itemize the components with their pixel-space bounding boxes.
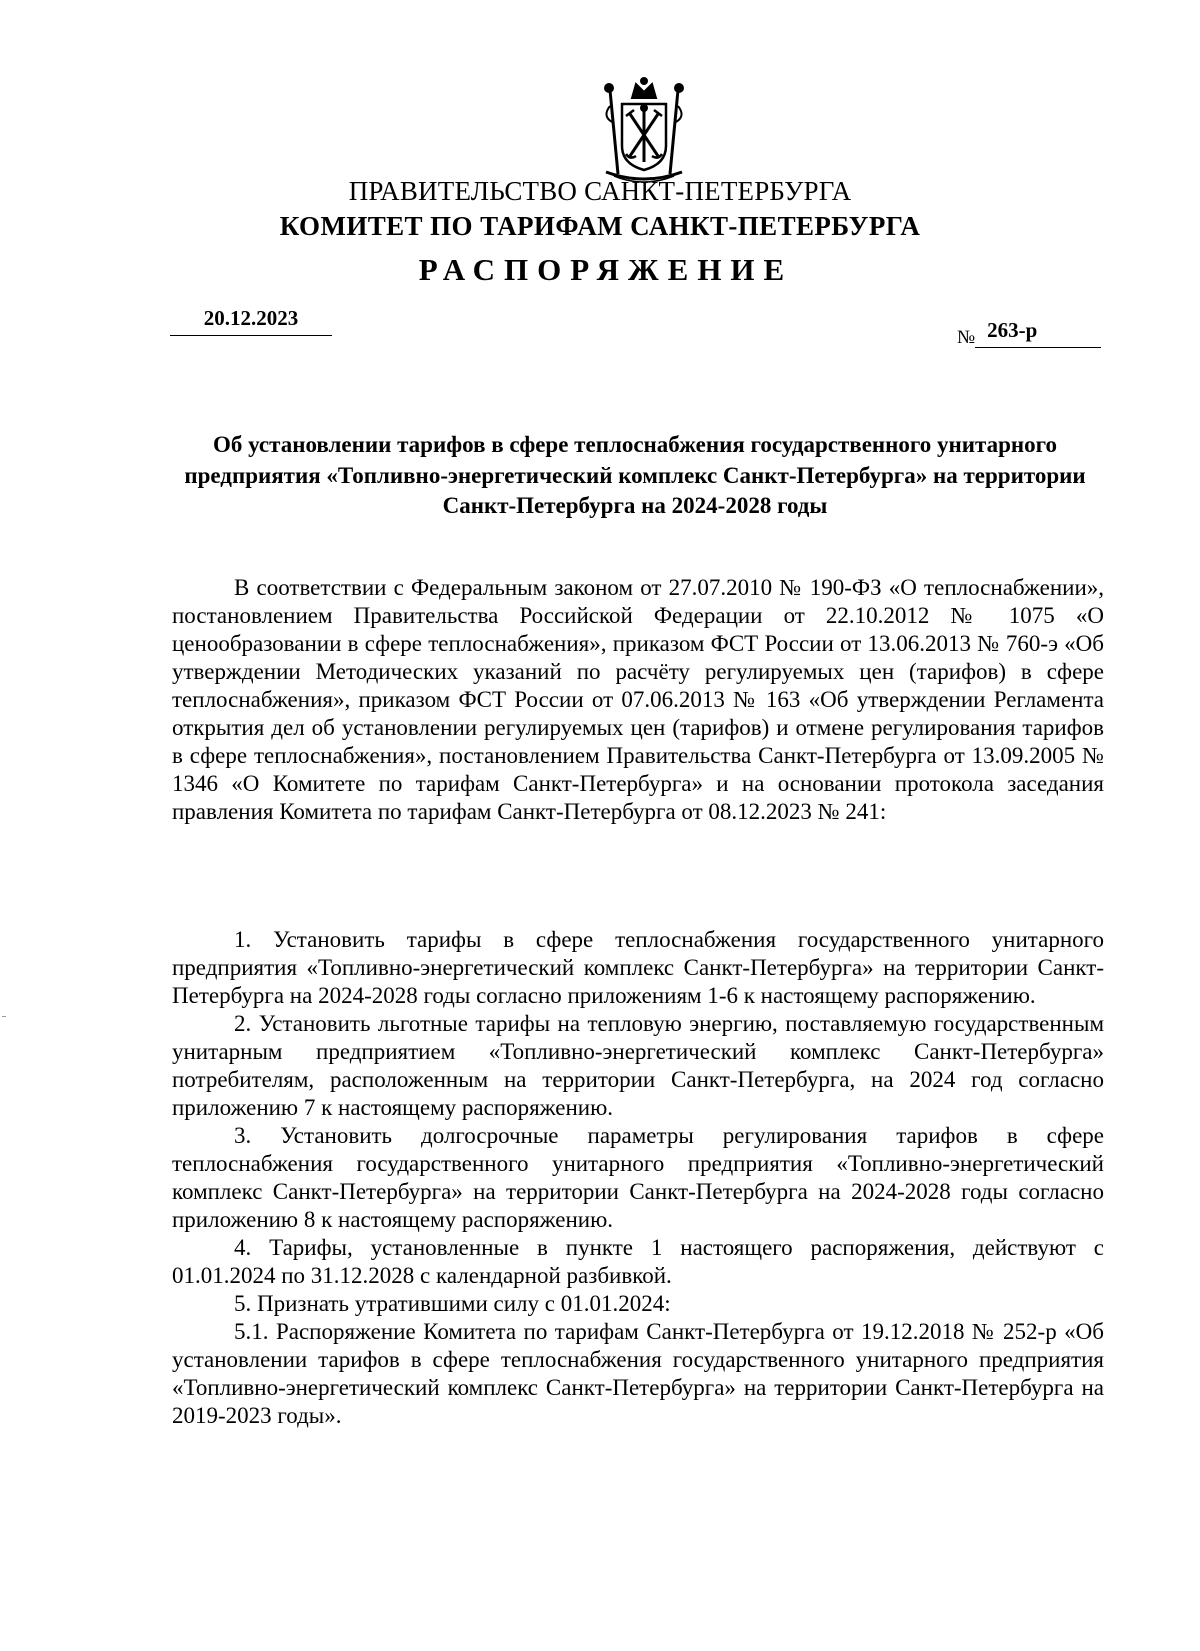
government-name: ПРАВИТЕЛЬСТВО САНКТ-ПЕТЕРБУРГА <box>348 176 852 206</box>
document-number <box>957 318 1101 349</box>
document-number-value: 263-р <box>975 318 1101 348</box>
document-title: Об установлении тарифов в сфере теплоснабжения государственного унитарного предприятия «Топливно-энергетический комплекс Санкт-Петербурга» на территории Санкт-Петербурга на 2024-2028 годы <box>184 432 1086 518</box>
order-item-5-1: 5.1. Распоряжение Комитета по тарифам Санкт-Петербурга от 19.12.2018 № 252-р «Об установлении тарифов в сфере теплоснабжения государственного унитарного предприятия «Топливно-энергетический комплекс Санкт-Петербурга» на территории Санкт-Петербурга на 2019-2023 годы». <box>172 1319 1104 1428</box>
order-items <box>172 926 1104 1430</box>
committee-name: КОМИТЕТ ПО ТАРИФАМ САНКТ-ПЕТЕРБУРГА <box>279 211 921 241</box>
order-item-3: 3. Установить долгосрочные параметры регулирования тарифов в сфере теплоснабжения государственного унитарного предприятия «Топливно-энергетический комплекс Санкт-Петербурга» на территории Санкт-Петербурга на 2024-2028 годы согласно приложению 8 к настоящему распоряжению. <box>172 1123 1104 1232</box>
scan-mark <box>2 1016 6 1017</box>
order-item-4: 4. Тарифы, установленные в пункте 1 настоящего распоряжения, действуют с 01.01.2024 по 31.12.2028 с календарной разбивкой. <box>172 1235 1104 1288</box>
order-item-2: 2. Установить льготные тарифы на тепловую энергию, поставляемую государственным унитарным предприятием «Топливно-энергетический комплекс Санкт-Петербурга» потребителям, расположенным на территории Санкт-Петербурга, на 2024 год согласно приложению 7 к настоящему распоряжению. <box>172 1011 1104 1120</box>
coat-of-arms-icon <box>596 76 692 186</box>
number-sign: № <box>957 327 976 348</box>
order-item-1: 1. Установить тарифы в сфере теплоснабжения государственного унитарного предприятия «Топливно-энергетический комплекс Санкт-Петербурга» на территории Санкт-Петербурга на 2024-2028 годы согласно приложениям 1-6 к настоящему распоряжению. <box>172 927 1104 1008</box>
order-item-5: 5. Признать утратившими силу с 01.01.2024: <box>234 1291 671 1316</box>
preamble-section <box>172 574 1104 826</box>
document-date: 20.12.2023 <box>170 306 332 336</box>
document-type: РАСПОРЯЖЕНИЕ <box>418 252 794 287</box>
preamble-paragraph: В соответствии с Федеральным законом от 27.07.2010 № 190-ФЗ «О теплоснабжении», постановлением Правительства Российской Федерации от 22.10.2012 № 1075 «О ценообразовании в сфере теплоснабжения», приказом ФСТ России от 13.06.2013 № 760-э «Об утверждении Методических указаний по расчёту регулируемых цен (тарифов) в сфере теплоснабжения», приказом ФСТ России от 07.06.2013 № 163 «Об утверждении Регламента открытия дел об установлении регулируемых цен (тарифов) и отмене регулирования тарифов в сфере теплоснабжения», постановлением Правительства Санкт-Петербурга от 13.09.2005 № 1346 «О Комитете по тарифам Санкт-Петербурга» и на основании протокола заседания правления Комитета по тарифам Санкт-Петербурга от 08.12.2023 № 241: <box>172 575 1104 824</box>
